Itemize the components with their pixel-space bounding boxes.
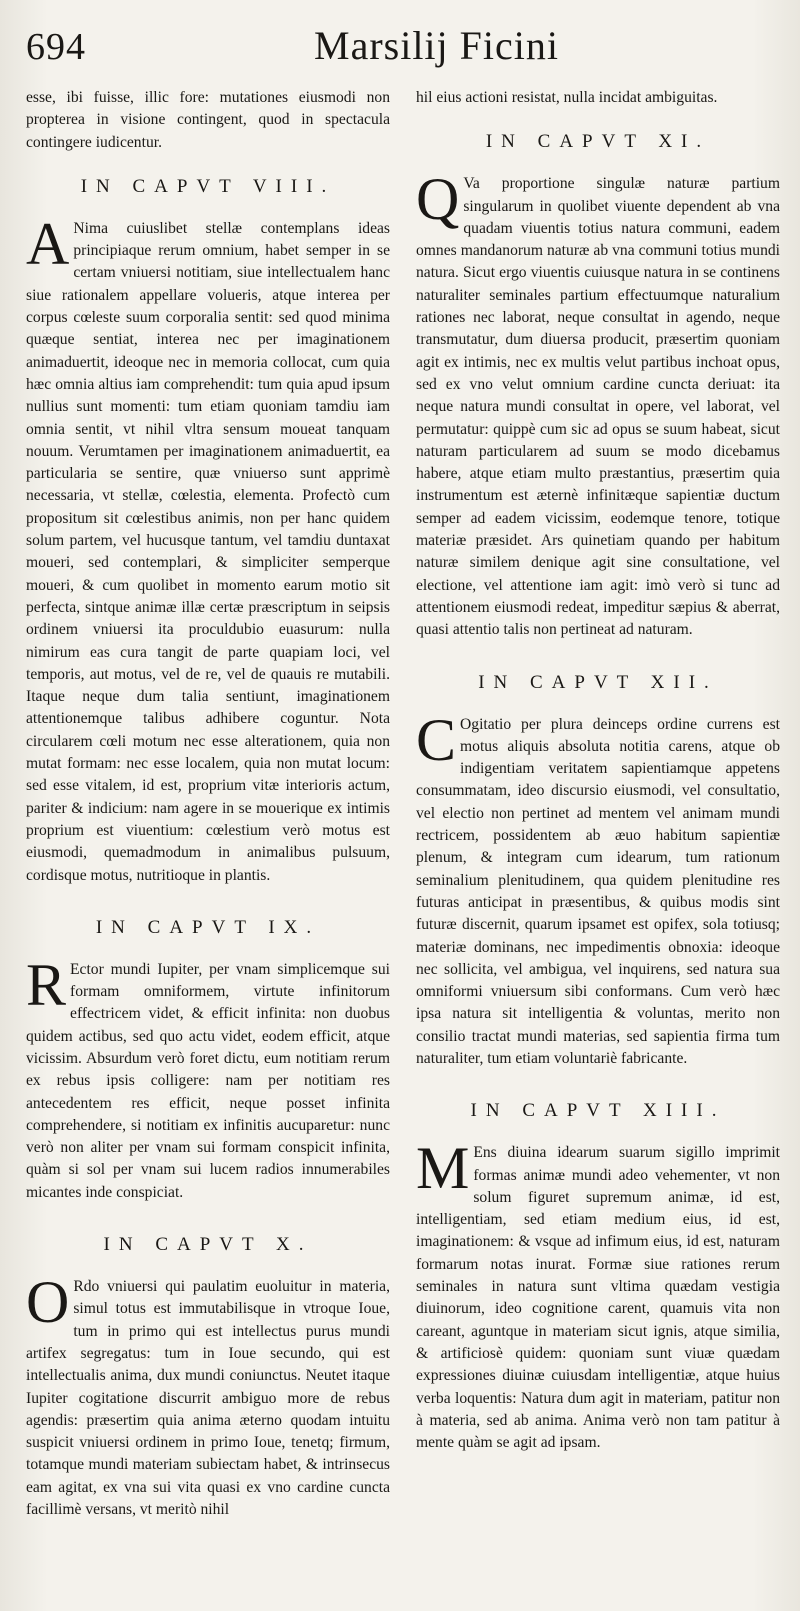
- drop-cap: R: [26, 951, 67, 1018]
- section-heading-xii: IN CAPVT XII.: [478, 671, 718, 693]
- section-body: Ens diuina idearum suarum sigillo imprimit formas animæ mundi adeo vehementer, vt non solum figuret supremum animæ, id est, intelligentiam, sed etiam medium eius, id est, imaginationem: & vsque ad infimum eius, id est, naturam formarum notas inurat. Formæ siue rationes rerum seminales in natura sunt vltima quædam vestigia diuinorum, ideo cognitione carent, quamuis vita non careant, aguntque in materiam sicut ignis, atque similia, & artificiosè quidem: quoniam sunt viuæ quædam expressiones diuinæ cuiusdam intelligentiæ, atque huius verba loquentis: Natura dum agit in materiam, patitur non à materia, sed ab anima. Anima verò non tam patitur à mente quàm se agit ad ipsam.: [416, 1144, 780, 1452]
- section-heading-ix: IN CAPVT IX.: [95, 916, 321, 938]
- text-columns: [26, 87, 780, 1521]
- page-number: 694: [26, 26, 86, 68]
- drop-cap: M: [416, 1135, 470, 1202]
- section-body: Va proportione singulæ naturæ partium singularum in quolibet viuente dependent ab vna quadam viuentis totius natura communi, eadem omnes mandanorum naturæ ab vna communi totius mundi natura. Sicut ergo viuentis cuiusque natura in se continens naturaliter seminales partium effectuumque naturalium rationes nec laborat, neque consultat in agendo, neque transmutatur, dum diuersa producit, præsertim quoniam agit ex intimis, nec ex multis velut partibus inchoat opus, sed ex vno velut omnium cardine cuncta deriuat: ita neque natura mundi consultat in opere, vel laborat, vel permutatur: quippè cum sic ad opus se suum habeat, sicut naturam particularem ad suum se modo dicebamus habere, atque etiam multo præstantius, præsertim quia instrumentum est æternè infinitæque sapientiæ ductum semper ad eadem vicissim, eodemque tenore, totique materiæ præsidet. Ars quinetiam quando per habitum naturæ similem denique agit sine consultatione, vel electione, vel attentione iam agit: imò verò si tunc ad attentionem eiusmodi redeat, impeditur sæpius & aberrat, quasi attentio talis non pertineat ad naturam.: [416, 175, 780, 639]
- section-heading-xi: IN CAPVT XI.: [485, 131, 711, 153]
- section-body: Ector mundi Iupiter, per vnam simplicemque sui formam omniformem, virtute infinitorum effectricem videt, & efficit infinita: non duobus quidem actibus, sed quo actu videt, eodem efficit, atque vicissim. Absurdum verò foret dictu, eum notitiam rerum ex rebus ipsis colligere: nam per notitiam res antecedentem res efficit, neque posset infinita comprehendere, si notitiam ex infinitis aucuparetur: nunc verò non aliter per vnam sui formam conspicit infinita, quàm si sol per vnam sui lucem radios innumerabiles micantes inde conspiciat.: [26, 960, 390, 1201]
- section-text-viii: [26, 210, 390, 887]
- drop-cap: Q: [416, 166, 460, 233]
- continuation-paragraph: hil eius actioni resistat, nulla incidat ambiguitas.: [416, 89, 718, 106]
- running-head: [26, 22, 780, 73]
- section-body: Rdo vniuersi qui paulatim euoluitur in materia, simul totus est immutabilisque in vtroque Ioue, tum in primo qui est intellectus purus mundi artifex segregatus: tum in Ioue secundo, qui est intellectualis anima, dux mundi coniunctus. Neutet itaque Iupiter cogitatione discurrit ambiguo more de rebus agendis: præsertim quia anima æterno quodam intuitu suspicit vniuersi ordinem in primo Ioue, tenetq; firmum, totamque mundi materiam subiectam habet, & intrinsecus eam agitat, ex vna sui vita quasi ex vno cardine cuncta facillimè versans, vt meritò nihil: [26, 1278, 390, 1519]
- section-heading-xiii: IN CAPVT XIII.: [470, 1100, 726, 1122]
- section-text-xiii: [416, 1135, 780, 1454]
- section-text-xi: [416, 166, 780, 641]
- running-title: Marsilij Ficini: [314, 23, 559, 68]
- section-heading-viii: IN CAPVT VIII.: [80, 175, 336, 197]
- section-text-ix: [26, 951, 390, 1204]
- section-heading-x: IN CAPVT X.: [103, 1234, 313, 1256]
- section-text-xii: [416, 706, 780, 1071]
- continuation-paragraph: esse, ibi fuisse, illic fore: mutationes eiusmodi non propterea in visione contingent, quod in spectacula contingere iudicentur.: [26, 89, 390, 151]
- drop-cap: A: [26, 210, 70, 277]
- section-body: Ogitatio per plura deinceps ordine currens est motus aliquis absoluta notitia carens, atque ob indigentiam veritatem sapientiamque appetens consummatam, ideo discursio eiusmodi, vel consultatio, vel electio non pertinet ad mentem vel animam mundi rectricem, possidentem ab æuo habitum sapientiæ plenum, & integram cum idearum, tum rationum seminalium plenitudinem, qua quidem plenitudine res futuras anticipat in præsentibus, & quibus modis sint futuræ discernit, quarum ipsamet est opifex, sola totiusq; materiæ dominans, nec impedimentis obnoxia: ideoque nec sollicita, vel ambigua, vel inquirens, sed natura sua omniformi vniuersum sibi conformans. Cum verò hæc ipsa natura sit intelligentia & voluntas, merito non consilio tractat mundi materias, sed sapientia firma tum naturaliter, tum etiam voluntariè fabricante.: [416, 715, 780, 1067]
- section-body: Nima cuiuslibet stellæ contemplans ideas principiaque rerum omnium, habet semper in se certam vniuersi notitiam, siue intellectualem hanc siue rationalem appellare volueris, atque interea per corpus cœleste suum corporalia sentit: sed quod minima quæque sentiat, interea nec per imaginationem animaduertit, ideoque nec in memoria collocat, cum quia hæc omnia altius iam comprehendit: tum quia apud ipsum nullius sunt momenti: tum etiam quoniam tamdiu iam omnia sentit, vt nihil vltra sensum moueat tanquam nouum. Verumtamen per imaginationem animaduertit, ea particularia se sentire, quæ vniuerso sunt apprimè necessaria, vt stellæ, cœlestia, elementa. Profectò cum propositum sit cœlestibus animis, non per hanc quidem solum partem, vel hucusque tantum, vel tamdiu duntaxat moueri, sed contemplari, & simpliciter semperque moueri, & cum quolibet in momento earum motio sit perfecta, sintque animæ illæ certæ præscriptum in seipsis ordinem vniuersi ita proculdubio euasurum: nulla nimirum eas cura tangit de parte quapiam loci, vel temporis, aut motus, vel de re, vel de quauis re mutabili. Itaque neque dum talia sentiunt, imaginationem attentionemque talibus adhibere coguntur. Nota circularem cœli motum nec esse alterationem, quia non mutat formam: nec esse localem, quia non mutat locum: sed esse vitalem, id est, proprium vitæ interioris actum, pariter & indicium: nam agere in se mouerique ex intimis proprium est viuentium: cœlestium verò motus est eiusmodi, quemadmodum in animalibus pulsuum, cordisque motus, nutritioque in plantis.: [26, 219, 390, 884]
- right-column: [416, 87, 780, 1521]
- section-text-x: [26, 1269, 390, 1521]
- drop-cap: C: [416, 706, 457, 773]
- left-column: [26, 87, 390, 1521]
- drop-cap: O: [26, 1269, 70, 1336]
